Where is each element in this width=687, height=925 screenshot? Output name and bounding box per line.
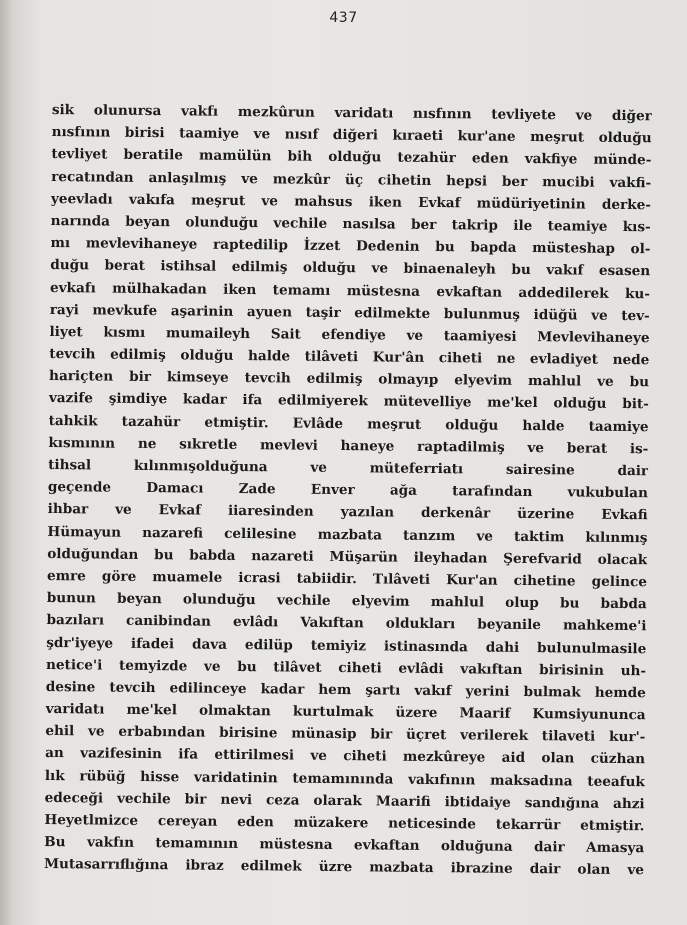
text-line: an vazifesinin ifa ettirilmesi ve ciheti mezkûreye aid olan cüzhan [45, 745, 646, 768]
text-line: kısmının ne sıkretle mevlevi haneye raptadilmiş ve berat is- [48, 434, 649, 458]
text-line: sik olunursa vakfı mezkûrun varidatı nısfının tevliyete ve diğer [51, 101, 652, 125]
text-line: tevcih edilmiş olduğu halde tilâveti Kur'ân ciheti ne evladiyet nede [49, 346, 650, 369]
text-line: yeevladı vakıfa meşrut ve mahsus iken Evkaf müdüriyetinin derke- [50, 190, 652, 214]
page-binding-edge [0, 0, 12, 925]
text-line: şdr'iyeye ifadei dava edilüp temiyiz istinasında dahi bulunulmasile [46, 634, 647, 657]
text-line: edeceği vechile bir nevi ceza olarak Maarifi ibtidaiye sandığına ahzi [44, 789, 645, 813]
text-line: Heyetlmizce cereyan eden müzakere neticesinde tekarrür etmiştir. [44, 811, 645, 835]
text-line: rayi mevkufe aşarinin ayuen taşir edilmekte bulunmuş idüğü ve tev- [49, 301, 650, 324]
text-line: tevliyet beratile mamülün bih olduğu tezahür eden vakfiye münde- [51, 146, 652, 169]
text-line: desine tevcih edilinceye kadar hem şartı vakıf yerini bulmak hemde [45, 678, 646, 702]
text-line: evkafı mülhakadan iken temamı müstesna evkaftan addedilerek ku- [49, 279, 651, 302]
text-line: tahkik tazahür etmiştir. Evlâde meşrut olduğu halde taamiye [48, 412, 649, 435]
text-line: bazıları canibindan evlâdı Vakıftan oldukları beyanile mahkeme'i [46, 612, 647, 635]
text-line: geçende Damacı Zade Enver ağa tarafından vukubulan [47, 479, 648, 502]
text-line: varidatı me'kel olmaktan kurtulmak üzere Maarif Kumsiyununca [45, 701, 646, 724]
text-line: bunun beyan olunduğu vechile elyevim mahlul olup bu babda [46, 590, 647, 613]
text-line: nısfının birisi taamiye ve nısıf diğeri kıraeti kur'ane meşrut olduğu [51, 124, 652, 147]
text-line: narında beyan olunduğu vechile nasılsa ber takrip ile teamiye kıs- [50, 212, 651, 236]
text-line: netice'i temyizde ve bu tilâvet ciheti evlâdi vakıftan birisinin uh- [45, 656, 647, 679]
text-line: duğu berat istihsal edilmiş olduğu ve binaenaleyh bu vakıf esasen [50, 257, 651, 280]
text-line: emre göre muamele icrasi tabiidir. Tılâveti Kur'an cihetine gelince [46, 567, 648, 591]
text-line: Bu vakfın temamının müstesna evkaftan olduğuna dair Amasya [44, 834, 645, 857]
page-number: 437 [329, 10, 358, 26]
text-line: Mutasarrıflığına ibraz edilmek üzre mazbata ibrazine dair olan ve [43, 856, 645, 879]
text-line: Hümayun nazarefi celilesine mazbata tanzım ve taktim kılınmış [47, 523, 648, 546]
text-line: tihsal kılınmışolduğuna ve müteferriatı sairesine dair [48, 456, 649, 480]
text-line: liyet kısmı mumaileyh Sait efendiye ve taamiyesi Mevlevihaneye [49, 323, 650, 347]
text-line: mı mevlevihaneye raptedilip İzzet Dedenin bu bapda müsteshap ol- [50, 235, 651, 258]
text-line: ehil ve erbabından birisine münasip bir üçret verilerek tilaveti kur'- [45, 723, 646, 746]
text-line: ihbar ve Evkaf iiaresinden yazılan derkenâr üzerine Evkafi [47, 501, 648, 524]
text-line: recatından anlaşılmış ve mezkûr üç cihetin hepsi ber mucibi vakfi- [51, 168, 652, 191]
text-line: hariçten bir kimseye tevcih edilmiş olmayıp elyevim mahlul ve bu [49, 368, 650, 391]
text-line: olduğundan bu babda nazareti Müşarün ileyhadan Şerefvarid olacak [47, 545, 648, 569]
text-line: lık rübüğ hisse varidatinin temamınında vakıfının maksadına teeafuk [44, 767, 645, 790]
body-text [44, 99, 652, 882]
text-line: vazife şimdiye kadar ifa edilmiyerek mütevelliye me'kel olduğu bit- [48, 390, 649, 413]
